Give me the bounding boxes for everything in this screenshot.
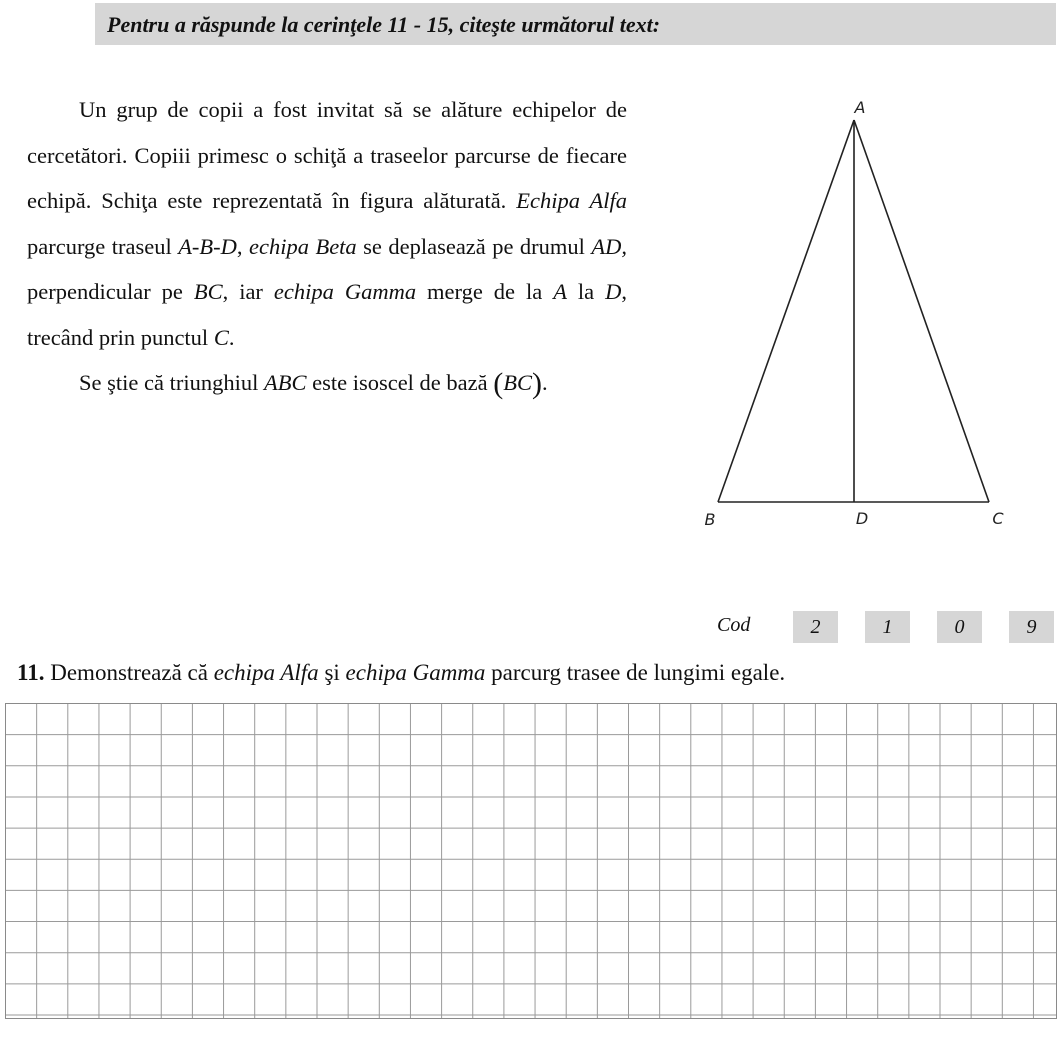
question-11 (17, 660, 785, 686)
text-segment: , (236, 233, 250, 259)
answer-grid[interactable] (5, 703, 1057, 1019)
point-a: A (553, 279, 567, 304)
text-segment: şi (318, 660, 346, 685)
segment-bc: BC (193, 279, 223, 304)
code-row (717, 611, 1057, 643)
triangle-figure (690, 90, 1030, 540)
code-digit-box: 0 (937, 611, 982, 643)
vertex-label-a: A (854, 98, 866, 117)
paragraph-2: Se ştie că triunghiul ABC este isoscel de bază (BC). (79, 367, 548, 400)
text-segment: merge de la (416, 279, 554, 304)
team-alfa: Echipa Alfa (516, 188, 627, 213)
code-digit-box: 1 (865, 611, 910, 643)
instruction-banner (95, 3, 1056, 45)
team-gamma: echipa Gamma (273, 279, 417, 304)
question-number: 11. (17, 660, 45, 685)
vertex-label-c: C (992, 509, 1004, 528)
problem-text (27, 87, 627, 407)
team-beta: echipa Beta (249, 233, 357, 259)
point-c: C (213, 324, 229, 350)
text-segment: se deplasează pe drumul (356, 233, 592, 259)
text-segment: Demonstrează că (44, 660, 214, 685)
text-segment: parcurg trasee de lungimi egale. (485, 660, 786, 685)
grid-border (6, 704, 1057, 1019)
triangle-abc: ABC (263, 370, 307, 395)
text-segment: . (542, 370, 548, 395)
text-segment: la (566, 279, 606, 304)
vertex-label-d: D (855, 509, 869, 528)
instruction-text: Pentru a răspunde la cerinţele 11 - 15, citeşte următorul text: (107, 12, 661, 37)
text-segment: parcurge traseul (27, 233, 179, 259)
route-abd: A-B-D (178, 233, 237, 259)
text-segment: , trecând prin punctul (27, 279, 627, 350)
side-ab (718, 120, 854, 502)
code-digit-box: 9 (1009, 611, 1054, 643)
point-d: D (605, 279, 622, 304)
team-gamma: echipa Gamma (345, 660, 486, 685)
code-label: Cod (717, 614, 751, 636)
text-segment: , iar (222, 279, 274, 304)
paragraph-1 (27, 87, 627, 360)
base-bc: BC (503, 370, 533, 395)
text-segment: perpendicular pe (27, 279, 194, 304)
text-segment: este isoscel de bază (306, 370, 494, 395)
segment-ad: AD, (591, 233, 628, 259)
side-ac (854, 120, 989, 502)
text-segment: Se ştie că triunghiul (79, 370, 264, 395)
vertex-label-b: B (704, 510, 716, 529)
team-alfa: echipa Alfa (213, 660, 319, 685)
text-segment: . (228, 324, 235, 350)
text-segment: Un grup de copii a fost invitat să se alăture echipelor de cercetători. Copiii primesc o schiţă a traseelor parcurse de fiecare echipă. Schiţa este reprezentată în figura alăturată. (27, 97, 627, 213)
code-digit-box: 2 (793, 611, 838, 643)
